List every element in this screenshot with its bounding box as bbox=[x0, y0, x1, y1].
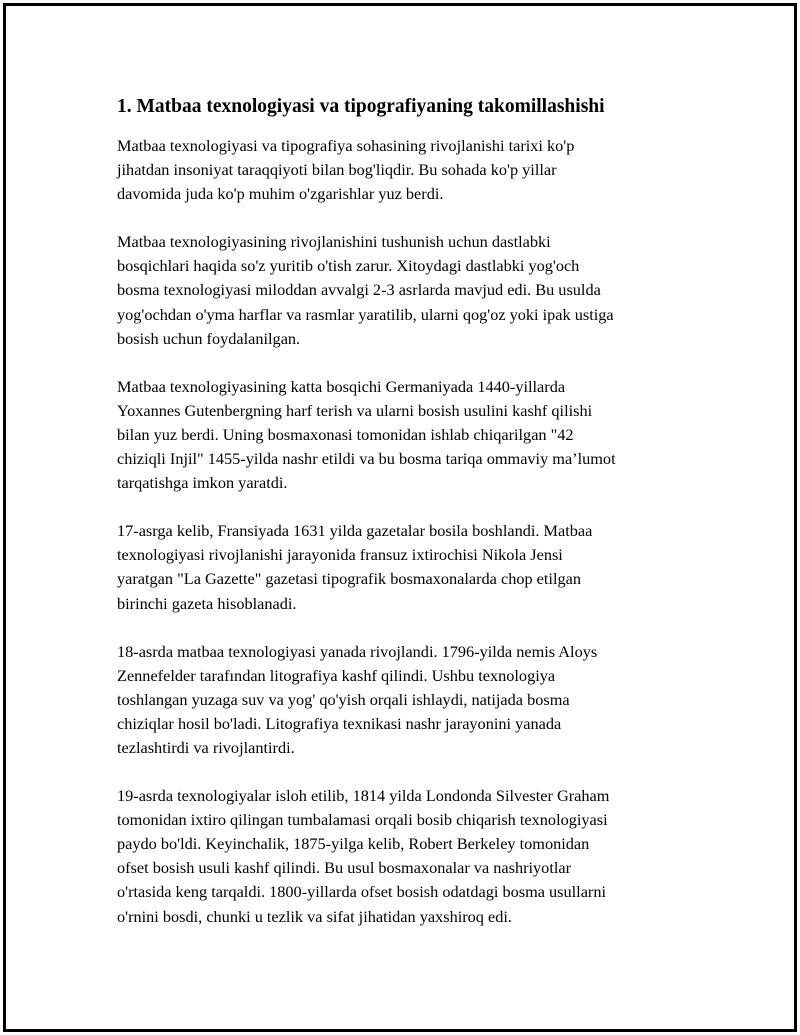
text-line: 19-asrda texnologiyalar isloh etilib, 1814 yilda Londonda Silvester Graham bbox=[117, 786, 610, 806]
paragraph-gutenberg bbox=[117, 375, 687, 495]
text-line: o'rtasida keng tarqaldi. 1800-yillarda ofset bosish odatdagi bosma usullarni bbox=[117, 882, 607, 902]
text-line: Matbaa texnologiyasining katta bosqichi Germaniyada 1440-yillarda bbox=[117, 376, 566, 396]
text-line: toshlangan yuzaga suv va yog' qo'yish orqali ishlaydi, natijada bosma bbox=[117, 689, 570, 709]
text-line: chiziqlar hosil bo'ladi. Litografiya texnikasi nashr jarayonini yanada bbox=[117, 713, 562, 733]
text-line: birinchi gazeta hisoblanadi. bbox=[117, 593, 297, 613]
text-line: ofset bosish usuli kashf qilindi. Bu usul bosmaxonalar va nashriyotlar bbox=[117, 858, 572, 878]
text-line: o'rnini bosdi, chunki u tezlik va sifat jihatidan yaxshiroq edi. bbox=[117, 906, 512, 926]
text-line: 18-asrda matbaa texnologiyasi yanada rivojlandi. 1796-yilda nemis Aloys bbox=[117, 641, 598, 661]
text-line: yog'ochdan o'yma harflar va rasmlar yaratilib, ularni qog'oz yoki ipak ustiga bbox=[117, 304, 614, 324]
text-line: jihatdan insoniyat taraqqiyoti bilan bog'liqdir. Bu sohada ko'p yillar bbox=[117, 160, 557, 180]
paragraph-18th-century bbox=[117, 640, 687, 760]
text-line: Matbaa texnologiyasi va tipografiya sohasining rivojlanishi tarixi ko'p bbox=[117, 136, 575, 155]
text-line: yaratgan "La Gazette" gazetasi tipografik bosmaxonalarda chop etilgan bbox=[117, 569, 581, 589]
text-line: bosish uchun foydalanilgan. bbox=[117, 328, 301, 348]
paragraph-19th-century bbox=[117, 784, 687, 929]
document-body bbox=[117, 95, 687, 953]
document-title: 1. Matbaa texnologiyasi va tipografiyaning takomillashishi bbox=[117, 96, 605, 117]
text-line: Zennefelder tarafından litografiya kashf qilindi. Ushbu texnologiya bbox=[117, 665, 556, 685]
text-line: bosma texnologiyasi miloddan avvalgi 2-3 asrlarda mavjud edi. Bu usulda bbox=[117, 280, 601, 300]
text-line: Matbaa texnologiyasining rivojlanishini tushunish uchun dastlabki bbox=[117, 232, 551, 252]
text-line: tezlashtirdi va rivojlantirdi. bbox=[117, 737, 295, 757]
text-line: texnologiyasi rivojlanishi jarayonida fransuz ixtirochisi Nikola Jensi bbox=[117, 545, 563, 565]
text-line: bosqichlari haqida so'z yuritib o'tish zarur. Xitoydagi dastlabki yog'och bbox=[117, 256, 580, 276]
text-line: paydo bo'ldi. Keyinchalik, 1875-yilga kelib, Robert Berkeley tomonidan bbox=[117, 834, 590, 854]
text-line: bilan yuz berdi. Uning bosmaxonasi tomonidan ishlab chiqarilgan "42 bbox=[117, 424, 574, 444]
paragraph-17th-century bbox=[117, 519, 687, 615]
paragraph-intro bbox=[117, 134, 687, 206]
text-line: davomida juda ko'p muhim o'zgarishlar yuz berdi. bbox=[117, 184, 444, 204]
paragraph-early-printing bbox=[117, 230, 687, 350]
text-line: 17-asrga kelib, Fransiyada 1631 yilda gazetalar bosila boshlandi. Matbaa bbox=[117, 521, 593, 541]
text-line: chiziqli Injil" 1455-yilda nashr etildi va bu bosma tariqa ommaviy ma’lumot bbox=[117, 449, 616, 469]
text-line: Yoxannes Gutenbergning harf terish va ularni bosish usulini kashf qilishi bbox=[117, 400, 593, 420]
text-line: tarqatishga imkon yaratdi. bbox=[117, 473, 288, 493]
text-line: tomonidan ixtiro qilingan tumbalamasi orqali bosib chiqarish texnologiyasi bbox=[117, 810, 608, 830]
